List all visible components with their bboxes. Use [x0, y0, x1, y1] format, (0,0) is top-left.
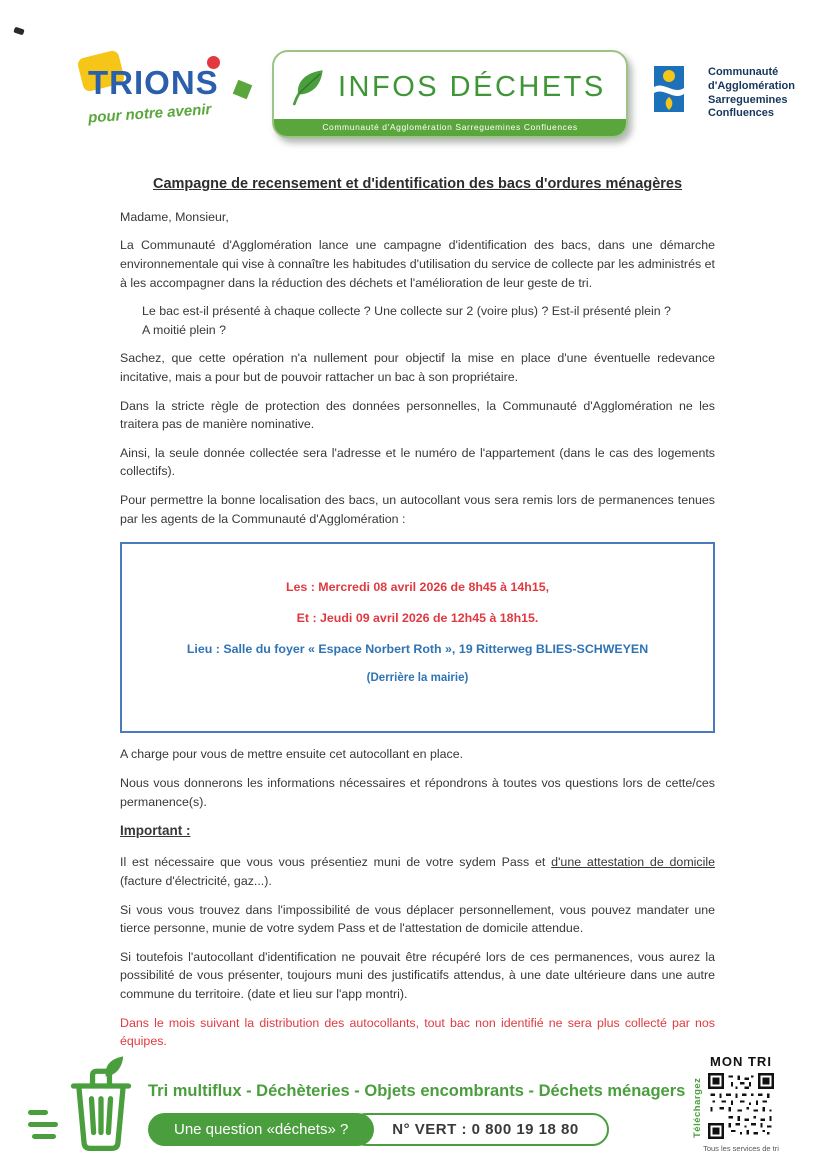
bin-logo	[28, 1054, 138, 1159]
footer	[0, 1054, 827, 1159]
letterhead	[0, 0, 827, 160]
paragraph-questions: Le bac est-il présenté à chaque collecte ? Une collecte sur 2 (voire plus) ? Est-il présenté plein ? A moitié plein ?	[142, 304, 671, 337]
motion-lines-icon	[28, 1110, 58, 1139]
montri-block	[689, 1054, 793, 1153]
appointment-date-2: Et : Jeudi 09 avril 2026 de 12h45 à 18h15.	[296, 610, 539, 625]
question-pill: Une question «déchets» ?	[148, 1113, 374, 1146]
salutation: Madame, Monsieur,	[120, 209, 229, 224]
montri-title: MON TRI	[710, 1054, 772, 1069]
paragraph-ainsi: Ainsi, la seule donnée collectée sera l'adresse et le numéro de l'appartement (dans le cas des logements collectifs).	[120, 445, 715, 479]
appointment-box	[120, 542, 715, 733]
paragraph-mandat: Si vous vous trouvez dans l'impossibilité de vous déplacer personnellement, vous pouvez mandater une tierce personne, munie de votre sydem Pass et de l'attestation de domicile attendue.	[120, 902, 715, 936]
letter-body	[0, 174, 827, 1051]
green-number-pill: N° VERT : 0 800 19 18 80	[350, 1113, 608, 1146]
footer-services-block	[148, 1054, 685, 1146]
montri-note: Tous les services de tri	[703, 1144, 779, 1153]
trions-tagline: pour notre avenir	[87, 100, 212, 127]
paragraph-sachez: Sachez, que cette opération n'a nullement pour objectif la mise en place d'une éventuelle redevance incitative, mais a pour but de pouvoir rattacher un bac à son propriétaire.	[120, 351, 715, 385]
agency-name: Communauté d'Agglomération Sarreguemines Confluences	[708, 66, 795, 120]
agency-logo-icon	[654, 66, 700, 121]
paragraph-pass: Il est nécessaire que vous vous présentiez muni de votre sydem Pass et d'une attestation de domicile (facture d'électricité, gaz...).	[120, 855, 715, 889]
appointment-place: Lieu : Salle du foyer « Espace Norbert Roth », 19 Ritterweg BLIES-SCHWEYEN	[186, 641, 649, 656]
appointment-date-1: Les : Mercredi 08 avril 2026 de 8h45 à 14h15,	[285, 580, 550, 595]
infos-dechets-banner	[272, 50, 628, 138]
trions-logo	[87, 64, 246, 127]
trash-bin-icon	[64, 1054, 138, 1159]
paragraph-donnees: Dans la stricte règle de protection des données personnelles, la Communauté d'Agglomération ne les traitera pas de manière nominative.	[120, 398, 715, 432]
letter-title: Campagne de recensement et d'identification des bacs d'ordures ménagères	[152, 176, 683, 192]
contact-pills	[148, 1113, 685, 1146]
services-line: Tri multiflux - Déchèteries - Objets encombrants - Déchets ménagers	[148, 1082, 686, 1100]
banner-title: INFOS DÉCHETS	[338, 71, 606, 103]
appointment-place-note: (Derrière la mairie)	[366, 672, 469, 685]
download-label: Téléchargez	[692, 1077, 703, 1139]
paragraph-warning: Dans le mois suivant la distribution des autocollants, tout bac non identifié ne sera plus collecté par nos équipes.	[120, 1015, 715, 1049]
underlined-attestation: d'une attestation de domicile	[551, 855, 715, 870]
paragraph-localisation: Pour permettre la bonne localisation des bacs, un autocollant vous sera remis lors de permanences tenues par les agents de la Communauté d'Agglomération :	[120, 493, 715, 526]
trions-wordmark: TRIONS	[88, 64, 219, 101]
paragraph-ulterieur: Si toutefois l'autocollant d'identification ne pouvait être récupéré lors de ces permanences, vous aurez la possibilité de vous présenter, toujours muni des justificatifs attendus, à une date ultérieure dans une autre commune du territoire. (date et lieu sur l'app montri).	[120, 949, 715, 1002]
paragraph-infos: Nous vous donnerons les informations nécessaires et répondrons à toutes vos questions lors de cette/ces permanence(s).	[120, 775, 715, 809]
qr-code	[708, 1073, 774, 1139]
important-heading: Important :	[120, 823, 191, 839]
leaf-icon	[288, 64, 330, 111]
agency-logo-block	[654, 66, 795, 121]
banner-subtitle: Communauté d'Agglomération Sarreguemines Confluences	[274, 119, 626, 136]
paragraph-intro: La Communauté d'Agglomération lance une campagne d'identification des bacs, dans une démarche environnementale qui vise à connaître les habitudes d'utilisation du service de collecte par les administrés et à les accompagner dans la réduction des déchets et l'amélioration de leur geste de tri.	[120, 238, 715, 290]
paragraph-charge: A charge pour vous de mettre ensuite cet autocollant en place.	[120, 747, 464, 762]
